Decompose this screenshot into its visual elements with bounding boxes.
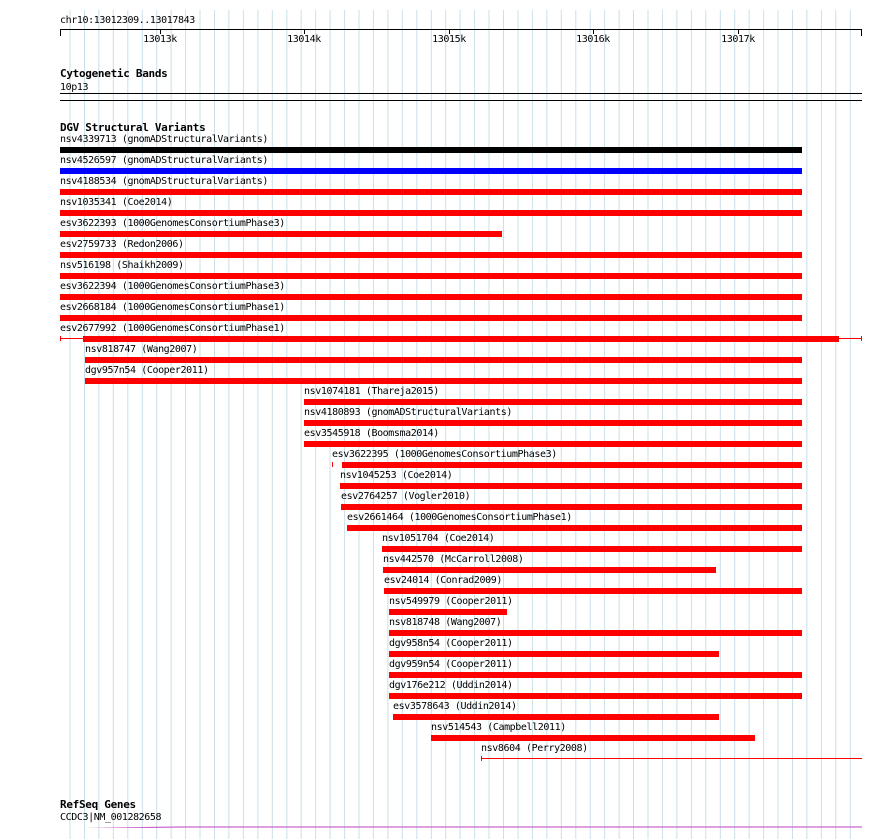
- feature-bar[interactable]: [384, 588, 802, 594]
- dgv-track-title[interactable]: DGV Structural Variants: [60, 121, 206, 134]
- feature-cap: [481, 756, 482, 761]
- feature-bar[interactable]: [389, 672, 802, 678]
- feature-label[interactable]: nsv4339713 (gnomADStructuralVariants): [60, 134, 268, 145]
- feature-label[interactable]: nsv1051704 (Coe2014): [382, 533, 495, 544]
- ruler: [60, 29, 862, 43]
- feature-label[interactable]: esv3622394 (1000GenomesConsortiumPhase3): [60, 281, 285, 292]
- feature-label[interactable]: dgv957n54 (Cooper2011): [85, 365, 209, 376]
- position-label: chr10:13012309..13017843: [60, 15, 195, 26]
- feature-label[interactable]: esv2661464 (1000GenomesConsortiumPhase1): [347, 512, 572, 523]
- feature-cap: [332, 462, 333, 467]
- ruler-tick-label: 13014k: [287, 34, 321, 45]
- feature-label[interactable]: nsv818747 (Wang2007): [85, 344, 198, 355]
- feature-line[interactable]: [481, 758, 862, 759]
- ruler-end-tick: [861, 29, 862, 36]
- feature-bar[interactable]: [85, 378, 802, 384]
- feature-label[interactable]: esv3578643 (Uddin2014): [393, 701, 517, 712]
- feature-label[interactable]: esv2764257 (Vogler2010): [341, 491, 471, 502]
- ruler-line: [60, 29, 862, 30]
- feature-bar[interactable]: [340, 483, 802, 489]
- feature-label[interactable]: nsv442570 (McCarroll2008): [383, 554, 524, 565]
- feature-label[interactable]: nsv4188534 (gnomADStructuralVariants): [60, 176, 268, 187]
- feature-bar[interactable]: [60, 231, 502, 237]
- feature-bar[interactable]: [389, 693, 802, 699]
- feature-label[interactable]: nsv4180893 (gnomADStructuralVariants): [304, 407, 512, 418]
- feature-label[interactable]: nsv1045253 (Coe2014): [340, 470, 453, 481]
- feature-bar[interactable]: [389, 609, 507, 615]
- feature-bar[interactable]: [383, 567, 716, 573]
- cytoband-bar: [60, 93, 862, 94]
- ruler-tick-label: 13015k: [432, 34, 466, 45]
- feature-label[interactable]: nsv516198 (Shaikh2009): [60, 260, 184, 271]
- feature-label[interactable]: dgv959n54 (Cooper2011): [389, 659, 513, 670]
- feature-label[interactable]: dgv958n54 (Cooper2011): [389, 638, 513, 649]
- feature-label[interactable]: nsv549979 (Cooper2011): [389, 596, 513, 607]
- feature-cap: [861, 336, 862, 341]
- cytoband-label: 10p13: [60, 82, 89, 93]
- gene-label[interactable]: CCDC3|NM_001282658: [60, 812, 162, 823]
- feature-bar[interactable]: [304, 441, 802, 447]
- feature-bar[interactable]: [389, 630, 802, 636]
- feature-label[interactable]: nsv1035341 (Coe2014): [60, 197, 173, 208]
- gene-model[interactable]: [60, 826, 862, 828]
- ruler-tick-label: 13017k: [721, 34, 755, 45]
- ruler-tick-label: 13013k: [143, 34, 177, 45]
- feature-bar[interactable]: [60, 210, 802, 216]
- feature-label[interactable]: esv24014 (Conrad2009): [384, 575, 503, 586]
- feature-bar[interactable]: [60, 168, 802, 174]
- feature-label[interactable]: esv3545918 (Boomsma2014): [304, 428, 439, 439]
- feature-bar[interactable]: [60, 273, 802, 279]
- feature-bar[interactable]: [304, 420, 802, 426]
- feature-bar[interactable]: [341, 504, 802, 510]
- feature-label[interactable]: nsv8604 (Perry2008): [481, 743, 588, 754]
- ruler-tick-label: 13016k: [576, 34, 610, 45]
- ruler-start-tick: [60, 29, 61, 36]
- feature-label[interactable]: esv2668184 (1000GenomesConsortiumPhase1): [60, 302, 285, 313]
- feature-bar[interactable]: [347, 525, 802, 531]
- feature-bar[interactable]: [431, 735, 755, 741]
- feature-bar[interactable]: [382, 546, 802, 552]
- feature-label[interactable]: esv2677992 (1000GenomesConsortiumPhase1): [60, 323, 285, 334]
- gene-intron-line: [60, 827, 862, 828]
- feature-label[interactable]: dgv176e212 (Uddin2014): [389, 680, 513, 691]
- feature-label[interactable]: nsv1074181 (Thareja2015): [304, 386, 439, 397]
- feature-label[interactable]: esv2759733 (Redon2006): [60, 239, 184, 250]
- feature-cap: [60, 336, 61, 341]
- feature-label[interactable]: nsv4526597 (gnomADStructuralVariants): [60, 155, 268, 166]
- cytoband-track-title[interactable]: Cytogenetic Bands: [60, 67, 168, 80]
- feature-label[interactable]: esv3622393 (1000GenomesConsortiumPhase3): [60, 218, 285, 229]
- feature-bar[interactable]: [304, 399, 802, 405]
- feature-bar[interactable]: [389, 651, 719, 657]
- feature-bar[interactable]: [60, 294, 802, 300]
- refseq-track-title[interactable]: RefSeq Genes: [60, 798, 136, 811]
- feature-bar[interactable]: [342, 462, 802, 468]
- feature-bar[interactable]: [393, 714, 719, 720]
- feature-bar[interactable]: [60, 315, 802, 321]
- feature-label[interactable]: nsv818748 (Wang2007): [389, 617, 502, 628]
- track-divider: [60, 100, 862, 101]
- feature-bar[interactable]: [85, 357, 802, 363]
- feature-bar[interactable]: [83, 336, 839, 342]
- feature-bar[interactable]: [60, 189, 802, 195]
- feature-bar[interactable]: [60, 147, 802, 153]
- feature-label[interactable]: nsv514543 (Campbell2011): [431, 722, 566, 733]
- feature-label[interactable]: esv3622395 (1000GenomesConsortiumPhase3): [332, 449, 557, 460]
- feature-bar[interactable]: [60, 252, 802, 258]
